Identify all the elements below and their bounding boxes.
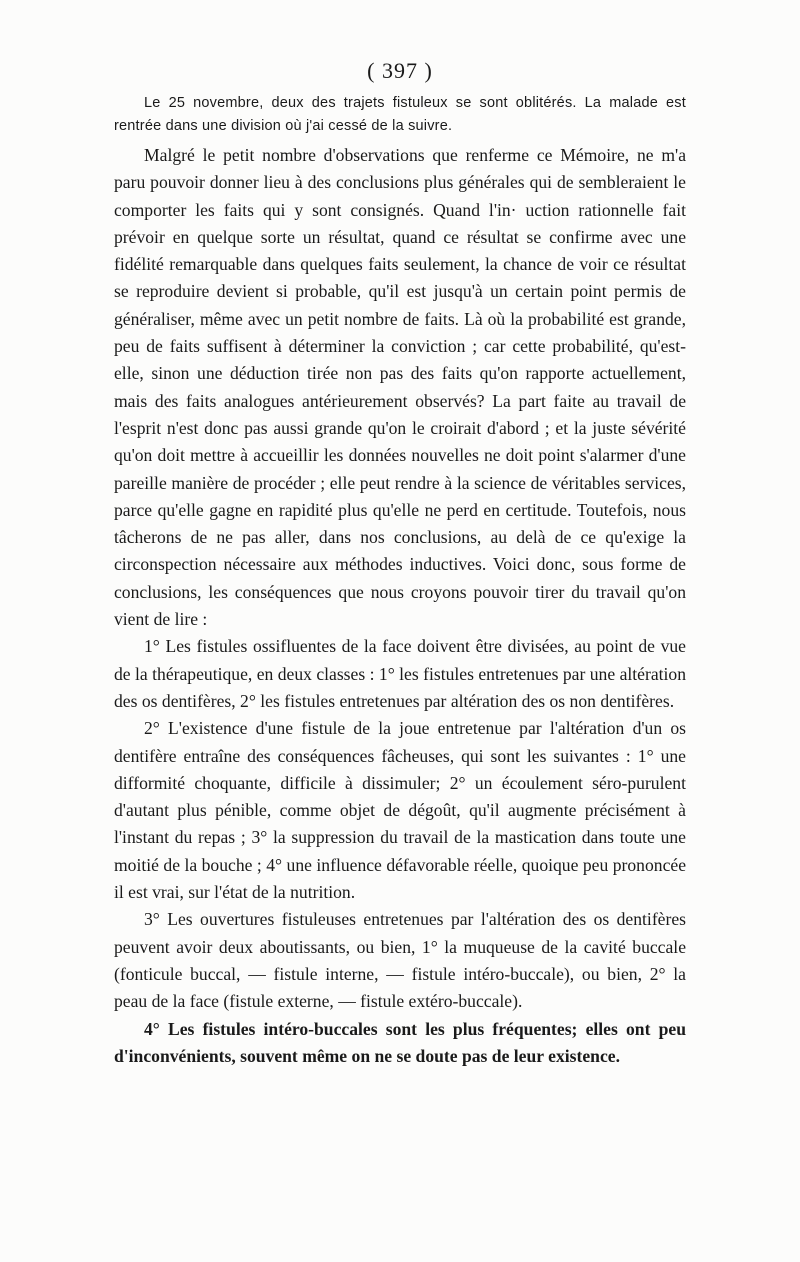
intro-note (114, 92, 686, 138)
intro-note-text: Le 25 novembre, deux des trajets fistuleux se sont oblitérés. La malade est rentrée dans une division où j'ai cessé de la suivre. (114, 95, 686, 134)
conclusion-4: 4° Les fistules intéro-buccales sont les plus fréquentes; elles ont peu d'inconvénients, souvent même on ne se doute pas de leur existence. (114, 1018, 686, 1066)
paragraph-memoire: Malgré le petit nombre d'observations que renferme ce Mémoire, ne m'a paru pouvoir donner lieu à des conclusions plus générales qui de sembleraient le comporter les faits qui y sont consignés. Quand l'in· uction rationnelle fait prévoir en quelque sorte un résultat, quand ce résultat se confirme avec une fidélité remarquable dans quelques faits seulement, la chance de voir ce résultat se reproduire devient si probable, qu'il est jusqu'à un certain point permis de généraliser, même avec un petit nombre de faits. Là où la probabilité est grande, peu de faits suffisent à déterminer la conviction ; car cette probabilité, qu'est-elle, sinon une déduction tirée non pas des faits qu'on rapporte actuellement, mais des faits analogues antérieurement observés? La part faite au travail de l'esprit n'est donc pas aussi grande qu'on le croirait d'abord ; et la juste sévérité qu'on doit mettre à accueillir les données nouvelles ne doit point s'alarmer d'une pareille manière de procéder ; elle peut rendre à la science de véritables services, parce qu'elle gagne en rapidité plus qu'elle ne perd en certitude. Toutefois, nous tâcherons de ne pas aller, dans nos conclusions, au delà de ce qu'exige la circonspection nécessaire aux méthodes inductives. Voici donc, sous forme de conclusions, les conséquences que nous croyons pouvoir tirer du travail qu'on vient de lire : (114, 145, 686, 630)
page-number: ( 397 ) (367, 58, 433, 83)
conclusion-1: 1° Les fistules ossifluentes de la face doivent être divisées, au point de vue de la thérapeutique, en deux classes : 1° les fistules entretenues par une altération des os dentifères, 2° les fistules entretenues par altération des os non dentifères. (114, 636, 686, 711)
conclusion-2: 2° L'existence d'une fistule de la joue entretenue par l'altération d'un os dentifère entraîne des conséquences fâcheuses, qui sont les suivantes : 1° une difformité choquante, difficile à dissimuler; 2° un écoulement séro-purulent d'autant plus pénible, comme objet de dégoût, qu'il augmente précisément à l'instant du repas ; 3° la suppression du travail de la mastication dans toute une moitié de la bouche ; 4° une influence défavorable réelle, quoique peu prononcée il est vrai, sur l'état de la nutrition. (114, 718, 686, 903)
main-text (114, 142, 686, 1070)
conclusion-3: 3° Les ouvertures fistuleuses entretenues par l'altération des os dentifères peuvent avoir deux aboutissants, ou bien, 1° la muqueuse de la cavité buccale (fonticule buccal, — fistule interne, — fistule intéro-buccale), ou bien, 2° la peau de la face (fistule externe, — fistule extéro-buccale). (114, 909, 686, 1012)
